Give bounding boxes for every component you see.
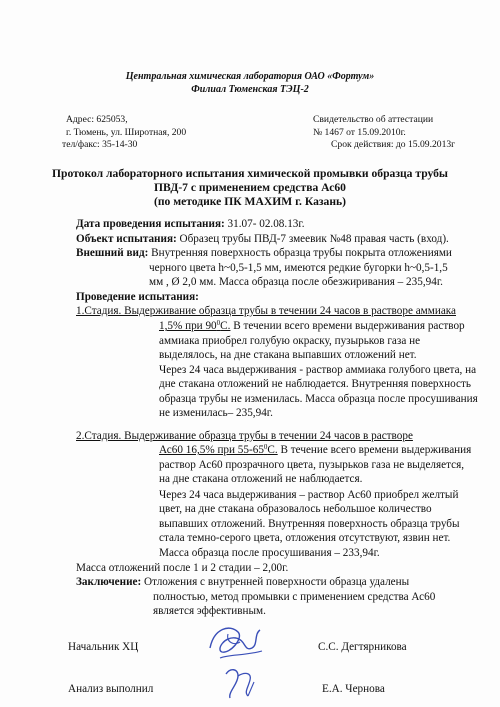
analyst-title: Анализ выполнил <box>68 683 154 695</box>
conclusion-text: Отложения с внутренней поверхности образца удалены <box>141 576 410 588</box>
stage1-unit: С. <box>220 320 231 332</box>
stage1-text: дне стакана отложений не наблюдается. Внутренняя поверхность <box>159 378 471 390</box>
stage2-text: Через 24 часа выдерживания – раствор Ас60 приобрел желтый <box>159 489 459 501</box>
head-title: Начальник ХЦ <box>68 641 139 653</box>
stage1-text: образца трубы не изменилась. Масса образца после просушивания <box>159 393 478 405</box>
appearance-text: черного цвета h~0,5-1,5 мм, имеются редкие бугорки h~0,5-1,5 <box>149 262 448 274</box>
stage1-text: выделялось, на дне стакана выпавших отложений нет. <box>159 349 417 361</box>
stage1-heading: 1.Стадия. Выдерживание образца трубы в течении 24 часов в растворе аммиака <box>76 305 457 317</box>
stage1-text: не изменилась– 235,94г. <box>159 407 273 419</box>
address-line: г. Тюмень, ул. Широтная, 200 <box>66 126 187 138</box>
stage2-text: Масса образца после просушивания – 233,94г. <box>159 547 380 559</box>
certificate-line: Свидетельство об аттестации <box>313 114 434 125</box>
test-object-label: Объект испытания: <box>76 233 177 245</box>
appearance-text: Внутренняя поверхность образца трубы покрыта отложениями <box>148 247 452 259</box>
stage2-text: цвет, на дне стакана образовалось небольшое количество <box>159 503 432 515</box>
conclusion-text: является эффективным. <box>153 605 266 617</box>
address-phone: тел/факс: 35-14-30 <box>62 139 138 150</box>
appearance-text: мм , Ø 2,0 мм. Масса образца после обезжиривания – 235,94г. <box>149 276 443 288</box>
address-block <box>62 114 187 152</box>
protocol-subtitle: (по методике ПК МАХИМ г. Казань) <box>153 195 347 208</box>
degree-mark: 0 <box>263 443 268 451</box>
test-object <box>76 232 449 247</box>
address-line: Адрес: 625053, <box>66 114 128 125</box>
appearance-label: Внешний вид: <box>76 247 149 259</box>
head-name: С.С. Дегтярникова <box>318 641 407 653</box>
stage2-heading-continued <box>159 443 471 458</box>
stage1-text: аммиака приобрел голубую окраску, пузырьков газа не <box>159 335 421 347</box>
test-object-value: Образец трубы ПВД-7 змеевик №48 правая часть (вход). <box>176 233 449 245</box>
signature-head <box>200 618 270 668</box>
stage1-text: Через 24 часа выдерживания - раствор аммиака голубого цвета, на <box>159 364 477 376</box>
certificate-line: № 1467 от 15.09.2010г. <box>313 126 406 138</box>
stage2-text: В течение всего времени выдерживания <box>277 444 472 456</box>
deposit-mass: Масса отложений после 1 и 2 стадии – 2,00г. <box>76 562 289 574</box>
appearance <box>76 246 452 261</box>
certificate-validity: Срок действия: до 15.09.2013г <box>331 139 456 150</box>
stage2-unit: С. <box>267 444 278 456</box>
protocol-title: ПВД-7 с применением средства Ас60 <box>154 181 346 194</box>
test-date <box>76 217 305 232</box>
stage1-text: В течении всего времени выдерживания раствор <box>230 320 465 332</box>
test-date-label: Дата проведения испытания: <box>76 218 225 230</box>
protocol-title: Протокол лабораторного испытания химической промывки образца трубы <box>52 167 448 180</box>
signature-analyst <box>218 662 268 704</box>
test-date-value: 31.07- 02.08.13г. <box>224 218 305 230</box>
certificate-block <box>313 114 455 152</box>
lab-name: Центральная химическая лаборатория ОАО «Фортум» <box>125 71 375 82</box>
stage2-text: раствор Ас60 прозрачного цвета, пузырьков газа не выделяется, <box>159 459 465 471</box>
degree-mark: 0 <box>216 319 221 327</box>
stage2-text: выпавших отложений. Внутренняя поверхность образца трубы <box>159 518 460 530</box>
stage2-text: стала темно-серого цвета, отложения отсутствуют, язвин нет. <box>159 532 451 544</box>
stage1-condition: 1,5% при 90 <box>159 320 217 332</box>
stage2-text: на дне стакана отложений не наблюдается. <box>159 473 363 485</box>
stage2-condition: Ас60 16,5% при 55-65 <box>159 444 264 456</box>
procedure-label-text: Проведение испытания: <box>76 291 199 303</box>
stage1-heading-continued <box>159 319 465 334</box>
conclusion-label: Заключение: <box>76 576 142 588</box>
conclusion <box>76 575 409 590</box>
branch-name: Филиал Тюменская ТЭЦ-2 <box>191 84 309 95</box>
analyst-name: Е.А. Чернова <box>322 683 385 695</box>
procedure-label <box>76 290 199 305</box>
stage2-heading: 2.Стадия. Выдерживание образца трубы в течении 24 часов в растворе <box>76 430 413 442</box>
conclusion-text: полностью, метод промывки с применением средства Ас60 <box>153 591 436 603</box>
